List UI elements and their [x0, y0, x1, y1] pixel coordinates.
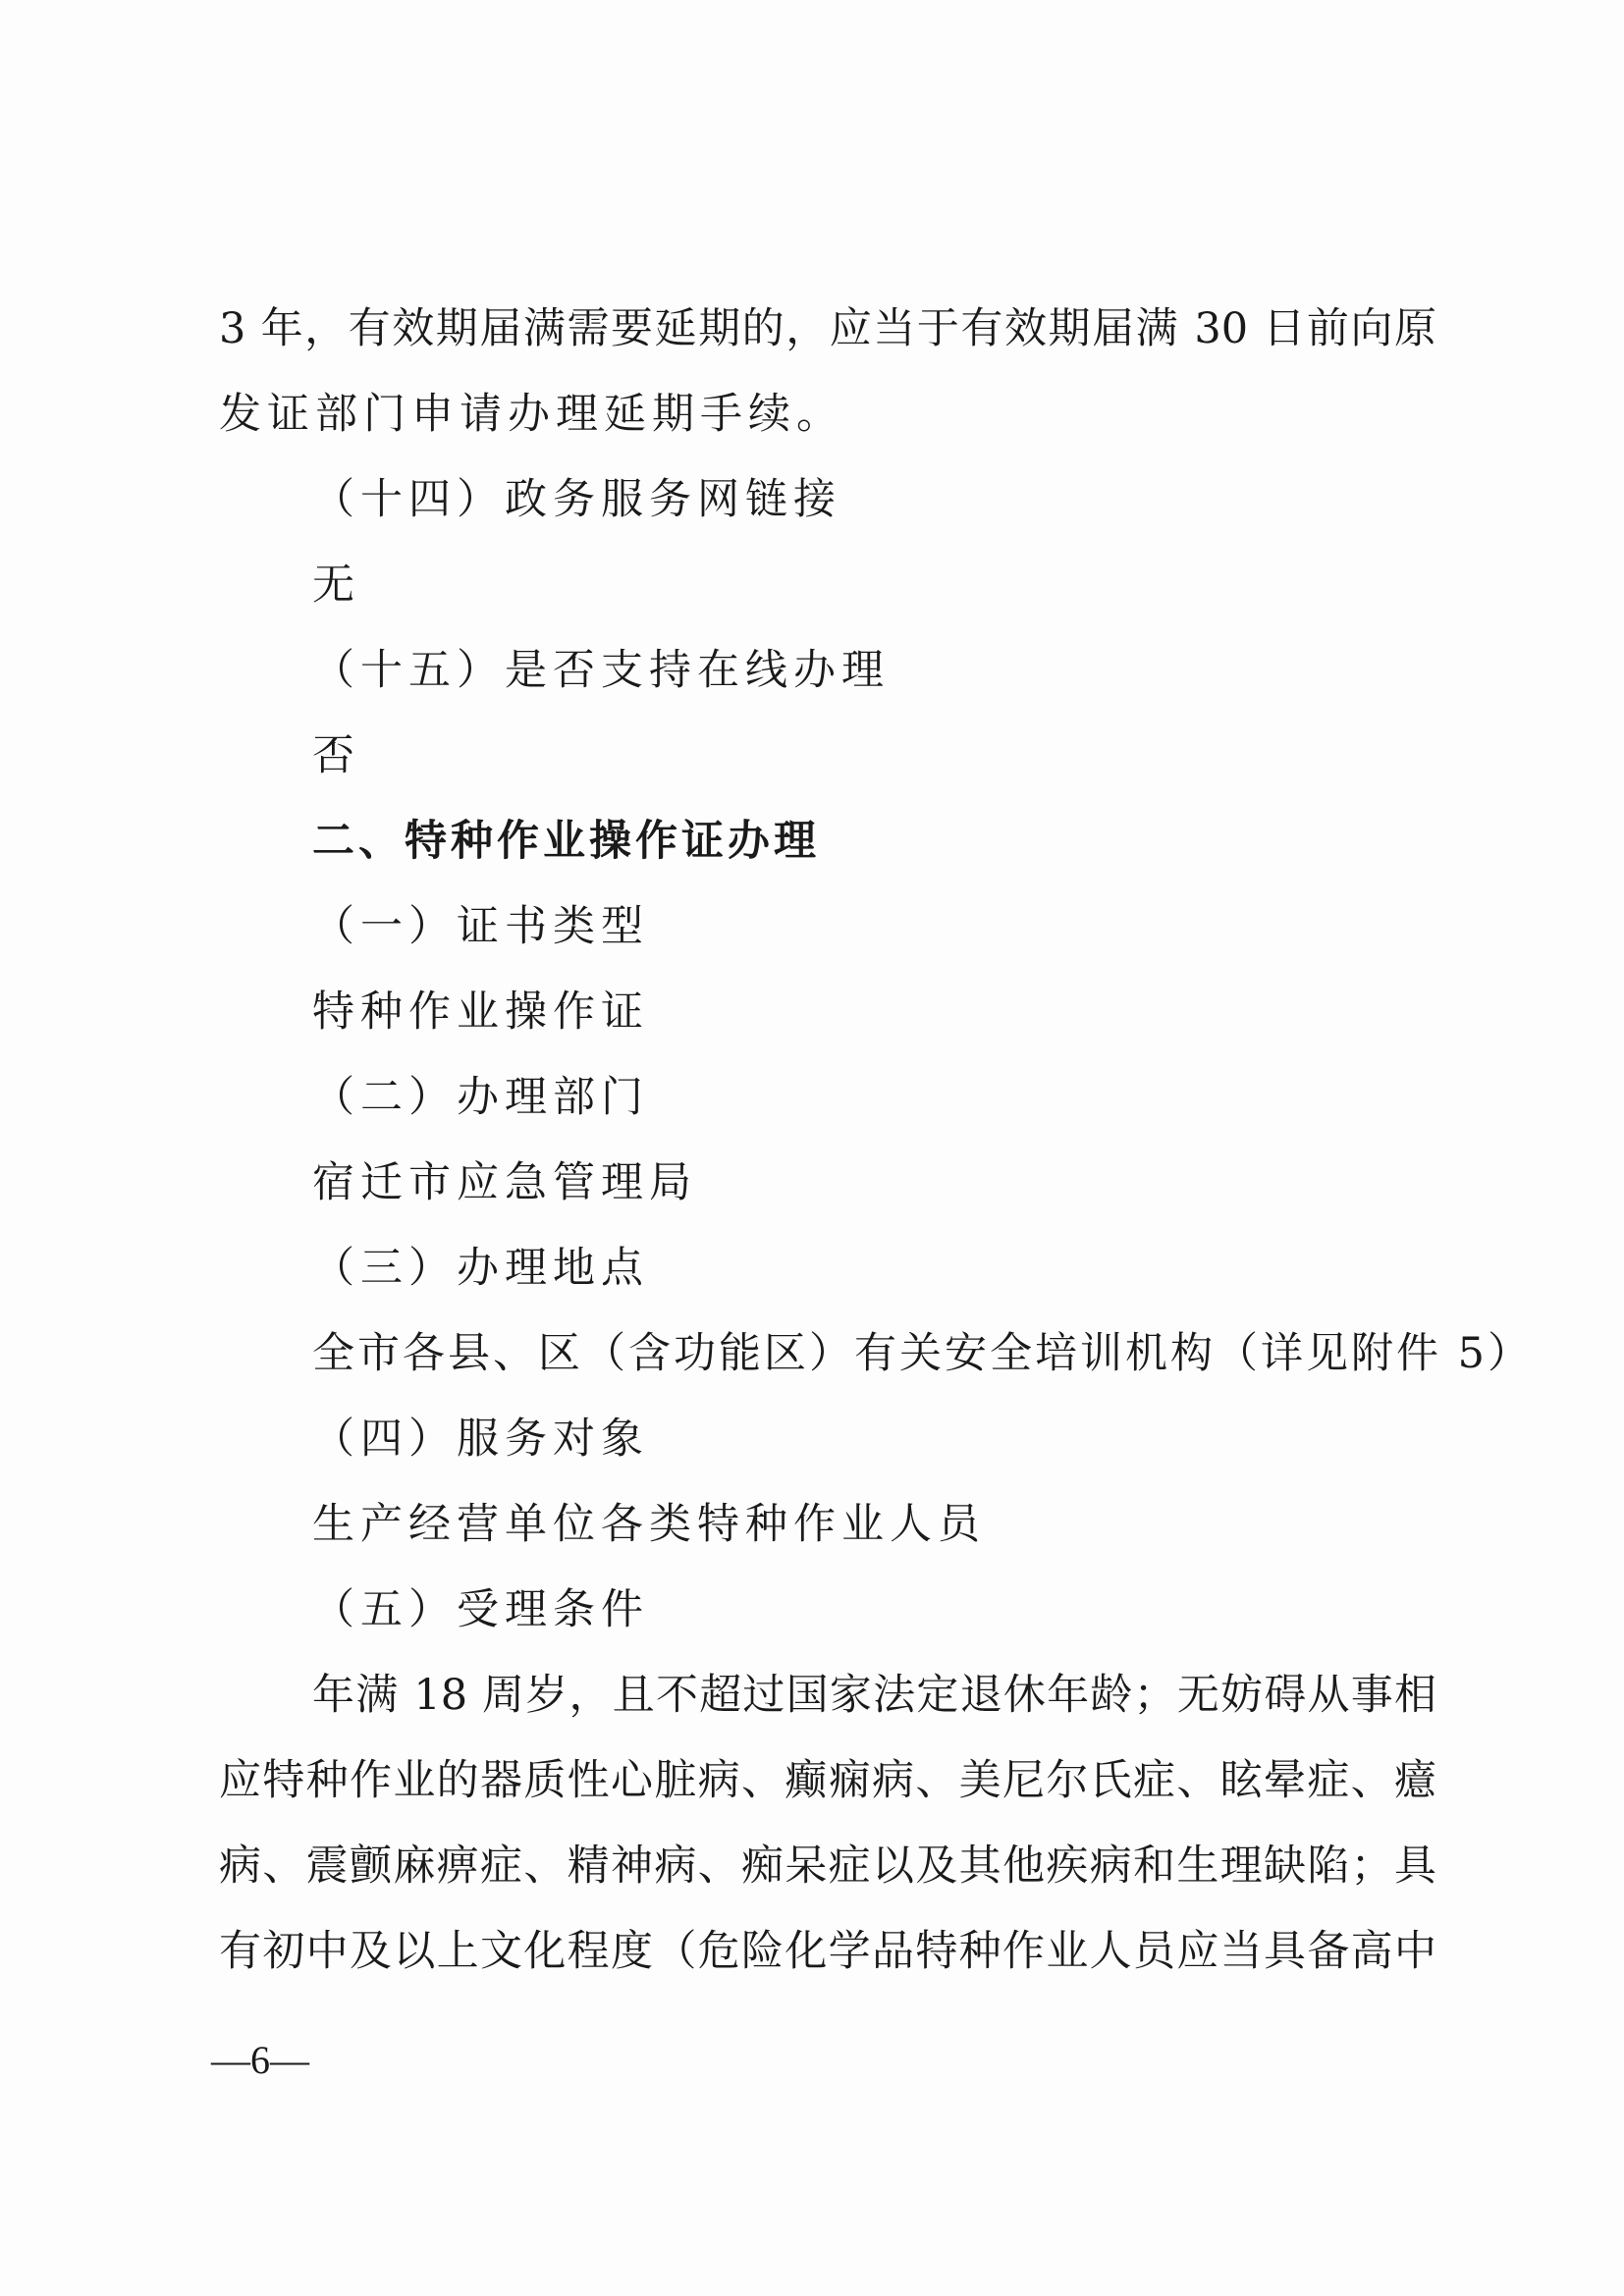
- section-subheading: （五）受理条件: [312, 1585, 649, 1634]
- body-text-line: 应特种作业的器质性心脏病、癫痫病、美尼尔氏症、眩晕症、癔: [219, 1756, 1436, 1805]
- body-text-line: 特种作业操作证: [312, 988, 649, 1037]
- body-text-line: 病、震颤麻痹症、精神病、痴呆症以及其他疾病和生理缺陷；具: [219, 1842, 1436, 1891]
- section-subheading: （十四）政务服务网链接: [312, 475, 841, 524]
- section-subheading: （二）办理部门: [312, 1073, 649, 1122]
- body-text-line: 生产经营单位各类特种作业人员: [312, 1500, 986, 1549]
- section-heading: 二、特种作业操作证办理: [312, 817, 820, 866]
- section-subheading: （四）服务对象: [312, 1415, 649, 1464]
- body-text-line: 宿迁市应急管理局: [312, 1158, 697, 1207]
- section-subheading: （一）证书类型: [312, 902, 649, 951]
- body-text-line: 年满 18 周岁，且不超过国家法定退休年龄；无妨碍从事相: [312, 1671, 1436, 1720]
- body-text-line: 3 年，有效期届满需要延期的，应当于有效期届满 30 日前向原: [219, 304, 1436, 353]
- body-text-line: 否: [312, 731, 360, 780]
- body-text-line: 发证部门申请办理延期手续。: [219, 390, 844, 439]
- body-text-line: 无: [312, 561, 360, 610]
- body-text-line: 全市各县、区（含功能区）有关安全培训机构（详见附件 5）: [312, 1329, 1534, 1378]
- page-number: —6—: [211, 2038, 309, 2082]
- body-text-line: 有初中及以上文化程度（危险化学品特种作业人员应当具备高中: [219, 1927, 1436, 1976]
- section-subheading: （十五）是否支持在线办理: [312, 646, 890, 695]
- section-subheading: （三）办理地点: [312, 1244, 649, 1293]
